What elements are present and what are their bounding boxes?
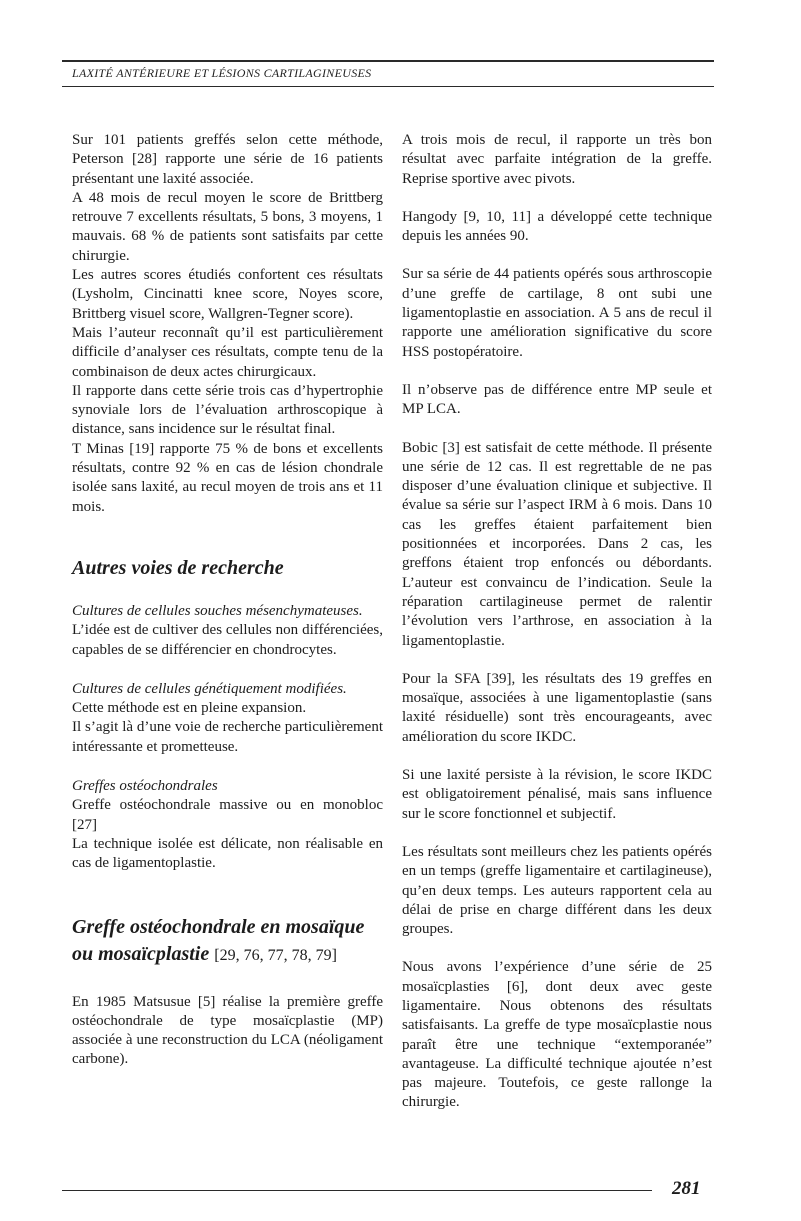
paragraph: A 48 mois de recul moyen le score de Brittberg retrouve 7 excellents résultats, 5 bons, 3 moyens, 1 mauvais. 68 % de patients sont satisfaits par cette chirurgie. [72, 189, 383, 264]
header-rule-bottom [62, 86, 714, 87]
left-column [72, 131, 383, 1070]
paragraph: Mais l’auteur reconnaît qu’il est particulièrement difficile d’analyser ces résultats, compte tenu de la combinaison de deux actes chirurgicaux. [72, 324, 383, 380]
section-heading-references: [29, 76, 77, 78, 79] [214, 946, 337, 964]
subheading-cellules-souches: Cultures de cellules souches mésenchymateuses. [72, 602, 363, 619]
subheading-cellules-modifiees: Cultures de cellules génétiquement modifiées. [72, 680, 347, 697]
section-heading-title: Greffe ostéochondrale en mosaïque ou mosaïcplastie [72, 915, 365, 965]
paragraph: Les résultats sont meilleurs chez les patients opérés en un temps (greffe ligamentaire et cartilagineuse), qu’en deux temps. Les auteurs rapportent cela au délai de prise en charge différent dans les deux groupes. [402, 843, 712, 938]
header-rule-top [62, 60, 714, 62]
paragraph: L’idée est de cultiver des cellules non différenciées, capables de se différencier en chondrocytes. [72, 622, 383, 658]
paragraph: Sur sa série de 44 patients opérés sous arthroscopie d’une greffe de cartilage, 8 ont subi une ligamentoplastie en association. A 5 ans de recul il rapporte une amélioration significative du score HSS postopératoire. [402, 266, 712, 360]
paragraph: Il s’agit là d’une voie de recherche particulièrement intéressante et prometteuse. [72, 719, 383, 755]
paragraph: Sur 101 patients greffés selon cette méthode, Peterson [28] rapporte une série de 16 patients présentant une laxité associée. [72, 132, 383, 187]
paragraph: Il n’observe pas de différence entre MP seule et MP LCA. [402, 381, 712, 418]
paragraph: Greffe ostéochondrale massive ou en monobloc [27] [72, 797, 383, 833]
paragraph: A trois mois de recul, il rapporte un très bon résultat avec parfaite intégration de la greffe. Reprise sportive avec pivots. [402, 132, 712, 187]
paragraph: En 1985 Matsusue [5] réalise la première greffe ostéochondrale de type mosaïcplastie (MP) associée à une reconstruction du LCA (néoligament carbone). [72, 993, 383, 1068]
paragraph: Nous avons l’expérience d’une série de 25 mosaïcplasties [6], dont deux avec geste ligamentaire. Nous obtenons des résultats satisfaisants. La greffe de type mosaïcplastie nous paraît être une technique “extemporanée” avantageuse. La difficulté technique ajoutée n’est pas majeure. Toutefois, ce geste rallonge la chirurgie. [402, 959, 712, 1111]
section-heading-autres-voies: Autres voies de recherche [72, 556, 284, 579]
section-heading-mosaicplastie [72, 914, 383, 969]
paragraph: Il rapporte dans cette série trois cas d’hypertrophie synoviale lors de l’évaluation arthroscopique à distance, sans incidence sur le résultat final. [72, 382, 383, 438]
page-number: 281 [672, 1178, 701, 1199]
paragraph: Hangody [9, 10, 11] a développé cette technique depuis les années 90. [402, 208, 712, 245]
paragraph: Les autres scores étudiés confortent ces résultats (Lysholm, Cincinatti knee score, Noyes score, Brittberg visuel score, Wallgren-Tegner score). [72, 267, 383, 322]
paragraph: La technique isolée est délicate, non réalisable en cas de ligamentoplastie. [72, 835, 383, 872]
paragraph: T Minas [19] rapporte 75 % de bons et excellents résultats, contre 92 % en cas de lésion chondrale isolée sans laxité, au recul moyen de trois ans et 11 mois. [72, 440, 383, 515]
paragraph: Si une laxité persiste à la révision, le score IKDC est obligatoirement pénalisé, mais sans influence sur le score fonctionnel et subjectif. [402, 767, 712, 822]
running-title: LAXITÉ ANTÉRIEURE ET LÉSIONS CARTILAGINEUSES [72, 66, 372, 80]
paragraph: Cette méthode est en pleine expansion. [72, 700, 307, 717]
paragraph: Pour la SFA [39], les résultats des 19 greffes en mosaïque, associées à une ligamentoplastie (sans laxité résiduelle) sont très encourageants, avec amélioration du score IKDC. [402, 670, 712, 745]
subheading-greffes-osteochondrales: Greffes ostéochondrales [72, 778, 218, 795]
footer-rule [62, 1190, 652, 1191]
paragraph: Bobic [3] est satisfait de cette méthode. Il présente une série de 12 cas. Il est regrettable de ne pas disposer d’une évaluation clinique et subjective. Il évalue sa série sur l’aspect IRM à 6 mois. Dans 10 cas les greffes étaient parfaitement bien positionnées et incorporées. Dans 2 cas, les greffons étaient trop enfoncés ou débordants. L’auteur est convaincu de l’indication. Seule la réparation cartilagineuse permet de ralentir l’évolution vers l’arthrose, en association à la ligamentoplastie. [402, 439, 712, 649]
right-column [402, 131, 712, 1113]
